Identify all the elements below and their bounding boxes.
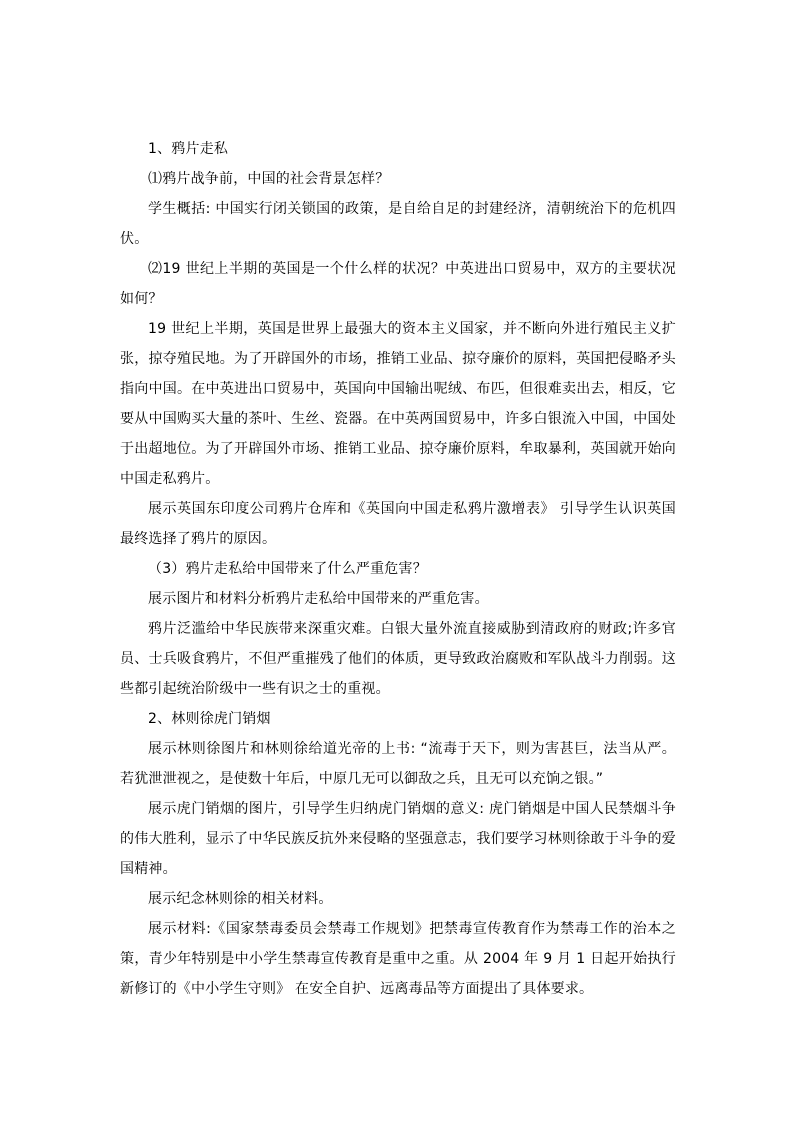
- section-heading-opium-smuggling: 1、鸦片走私: [148, 141, 229, 157]
- paragraph-britain-19th-century: 19 世纪上半期，英国是世界上最强大的资本主义国家，并不断向外进行殖民主义扩张，掠夺殖民地。为了开辟国外的市场，推销工业品、掠夺廉价的原料，英国把侵略矛头指向中国。在中英进出口贸易中，英国向中国输出呢绒、布匹，但很难卖出去，相反，它要从中国购买大量的茶叶、生丝、瓷器。在中英两国贸易中，许多白银流入中国，中国处于出超地位。为了开辟国外市场、推销工业品、掠夺廉价原料，牟取暴利，英国就开始向中国走私鸦片。: [120, 321, 676, 487]
- paragraph-lin-zexu-memorial: 展示林则徐图片和林则徐给道光帝的上书: “流毒于天下，则为害甚巨，法当从严。若犹泄泄视之，是使数十年后，中原几无可以御敌之兵，且无可以充饷之银。”: [120, 741, 676, 787]
- paragraph-drug-control-plan: 展示材料:《国家禁毒委员会禁毒工作规划》把禁毒宣传教育作为禁毒工作的治本之策，青少年特别是中小学生禁毒宣传教育是重中之重。从 2004 年 9 月 1 日起开始执行新修订的《中小学生守则》 在安全自护、远离毒品等方面提出了具体要求。: [120, 921, 676, 997]
- question-3: （3）鸦片走私给中国带来了什么严重危害？: [148, 561, 427, 577]
- paragraph-show-materials: 展示图片和材料分析鸦片走私给中国带来的严重危害。: [148, 591, 489, 607]
- question-2: ⑵19 世纪上半期的英国是一个什么样的状况？中英进出口贸易中，双方的主要状况如何？: [120, 261, 676, 307]
- paragraph-opium-harm: 鸦片泛滥给中华民族带来深重灾难。白银大量外流直接威胁到清政府的财政;许多官员、士兵吸食鸦片，不但严重摧残了他们的体质，更导致政治腐败和军队战斗力削弱。这些都引起统治阶级中一些有识之士的重视。: [120, 621, 676, 697]
- paragraph-east-india-company: 展示英国东印度公司鸦片仓库和《英国向中国走私鸦片激增表》 引导学生认识英国最终选择了鸦片的原因。: [120, 501, 676, 547]
- paragraph-humen-significance: 展示虎门销烟的图片，引导学生归纳虎门销烟的意义: 虎门销烟是中国人民禁烟斗争的伟大胜利，显示了中华民族反抗外来侵略的坚强意志，我们要学习林则徐敢于斗争的爱国精神。: [120, 801, 676, 877]
- question-1: ⑴鸦片战争前，中国的社会背景怎样？: [148, 171, 390, 187]
- paragraph-student-summary: 学生概括: 中国实行闭关锁国的政策，是自给自足的封建经济，清朝统治下的危机四伏。: [120, 201, 676, 247]
- document-page: [120, 134, 676, 1004]
- paragraph-commemoration: 展示纪念林则徐的相关材料。: [148, 891, 333, 907]
- section-heading-lin-zexu: 2、林则徐虎门销烟: [148, 711, 271, 727]
